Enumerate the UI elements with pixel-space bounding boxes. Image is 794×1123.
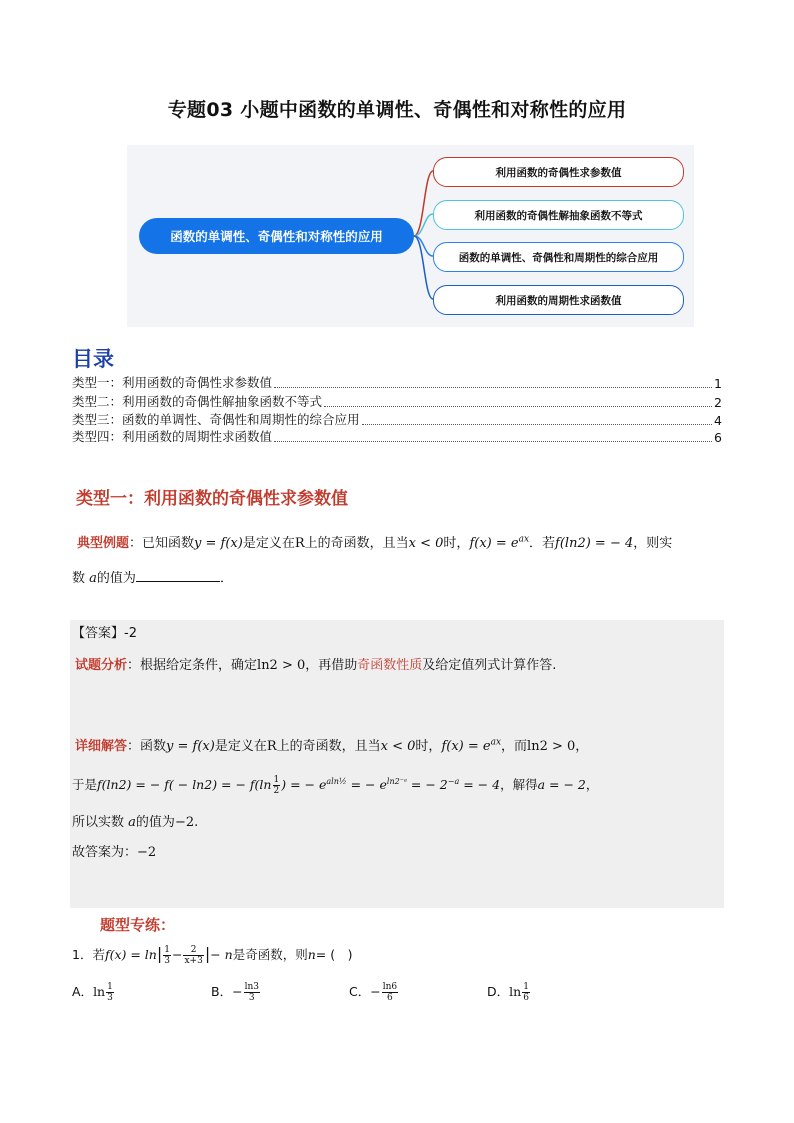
math: = − e (346, 777, 387, 792)
math: x < 0 (380, 739, 416, 754)
practice-heading: 题型专练： (100, 916, 176, 934)
toc-entry-page: 6 (714, 430, 722, 445)
detail-label: 详细解答 (75, 739, 128, 754)
math: f(x) = e (469, 536, 519, 551)
detail-line-4 (72, 841, 156, 860)
text: 于是 (72, 777, 98, 792)
option-prefix: − (370, 984, 381, 999)
math: y = f(x) (166, 739, 215, 754)
math: = − 4 (459, 777, 501, 792)
toc-leader (362, 424, 713, 425)
math: −2 (174, 815, 195, 830)
toc-leader (274, 441, 712, 442)
math: R (266, 739, 277, 754)
detail-line-1 (75, 735, 588, 754)
text: 的值为 (135, 815, 175, 830)
text: ， (575, 739, 589, 754)
answer-blank[interactable] (136, 569, 220, 582)
text: . (194, 815, 199, 830)
option-d[interactable] (487, 982, 531, 1003)
toc-entry-page: 2 (714, 395, 722, 410)
math-sup: ln2⁻ᵃ (386, 776, 407, 786)
toc-entry-page: 1 (714, 376, 722, 391)
toc-entry-label: 类型四：利用函数的周期性求函数值 (72, 429, 273, 444)
example-label: 典型例题 (77, 536, 130, 551)
text: 时， (415, 739, 442, 754)
math-sup: −a (447, 776, 460, 786)
mindmap-branch-1: 利用函数的奇偶性求参数值 (433, 157, 684, 187)
option-prefix: ln (509, 984, 522, 999)
math: n (307, 947, 316, 962)
option-a[interactable] (72, 982, 115, 1003)
text: 是定义在 (242, 536, 295, 551)
option-key: B． (211, 984, 233, 999)
toc-entry-label: 类型二：利用函数的奇偶性解抽象函数不等式 (72, 394, 323, 409)
toc-entry-label: 类型三：函数的单调性、奇偶性和周期性的综合应用 (72, 412, 360, 427)
example-line-1 (77, 532, 672, 551)
keyword: 奇函数性质 (357, 658, 423, 673)
option-key: C． (349, 984, 371, 999)
detail-line-2 (72, 775, 598, 796)
toc-entry-4[interactable] (72, 430, 722, 445)
option-b[interactable] (211, 982, 261, 1003)
text: ：根据给定条件，确定 (127, 658, 258, 673)
toc-entry-page: 4 (714, 413, 722, 428)
fraction: $\frac{1}{6}$ (523, 982, 529, 1003)
mindmap-central-node: 函数的单调性、奇偶性和对称性的应用 (139, 218, 414, 254)
toc-entry-2[interactable] (72, 395, 722, 410)
text: ， (585, 777, 599, 792)
math: y = f(x) (194, 536, 243, 551)
toc-entry-label: 类型一：利用函数的奇偶性求参数值 (72, 375, 273, 390)
math: f(ln2) = − 4 (555, 536, 634, 551)
math: R (294, 536, 305, 551)
text: ． (219, 571, 233, 586)
option-prefix: ln (93, 984, 106, 999)
text: 所以实数 (72, 815, 125, 830)
text: 的值为 (96, 571, 136, 586)
example-line-2 (72, 567, 233, 586)
fraction: $\frac{1}{3}$ (107, 982, 113, 1003)
option-key: A． (72, 984, 94, 999)
text: ，再借助 (305, 658, 358, 673)
text: ，则实 (633, 536, 673, 551)
math: f(x) = e (441, 739, 491, 754)
option-key: D． (487, 984, 510, 999)
text: 数 (72, 571, 86, 586)
analysis-label: 试题分析 (75, 658, 128, 673)
math: = − 2 (406, 777, 448, 792)
math: ln2 > 0 (527, 739, 576, 754)
text: 故答案为： (72, 845, 138, 860)
math: a = − 2 (537, 777, 586, 792)
mindmap-branch-3: 函数的单调性、奇偶性和周期性的综合应用 (433, 242, 684, 272)
math: − n (210, 947, 233, 962)
toc-entry-1[interactable] (72, 376, 722, 391)
text: 及给定值列式计算作答. (422, 658, 557, 673)
answer-line: 【答案】-2 (72, 626, 137, 641)
math: ln2 > 0 (257, 658, 306, 673)
text: ：已知函数 (129, 536, 195, 551)
math: a (128, 815, 136, 830)
math: f(x) = ln (104, 947, 157, 962)
mindmap-branch-2: 利用函数的奇偶性解抽象函数不等式 (433, 200, 684, 230)
math-sup: ax (490, 737, 502, 748)
math: x < 0 (408, 536, 444, 551)
text: ，而 (501, 739, 528, 754)
text: ，解得 (500, 777, 538, 792)
toc-leader (274, 387, 712, 388)
math: ) = − e (281, 777, 327, 792)
text: ：函数 (127, 739, 167, 754)
toc-entry-3[interactable] (72, 413, 722, 428)
mindmap-branch-4: 利用函数的周期性求函数值 (433, 285, 684, 315)
question-1: 1．若f(x) = ln| $\frac{1}{3}$ − $\frac{2}{x+3}$ |− n是奇函数，则n= ( ) (72, 944, 353, 966)
option-c[interactable] (349, 982, 399, 1003)
math: f(ln2) = − f( − ln2) = − f(ln (97, 777, 272, 792)
toc-leader (324, 406, 712, 407)
fraction: $\frac{1}{3}$ (164, 945, 170, 966)
fraction: $\frac{\ln 6}{6}$ (382, 982, 398, 1003)
math-sup: aln½ (326, 776, 347, 786)
fraction: $\frac{\ln 3}{3}$ (244, 982, 259, 1003)
text: 上的奇函数，且当 (276, 739, 381, 754)
section-heading: 类型一：利用函数的奇偶性求参数值 (76, 489, 348, 509)
toc-heading: 目录 (72, 347, 114, 371)
math: −2 (137, 845, 157, 860)
math-sup: ax (518, 534, 530, 545)
text: 是定义在 (214, 739, 267, 754)
text: 时， (443, 536, 470, 551)
text: ．若 (529, 536, 556, 551)
text: = ( ) (315, 947, 353, 962)
detail-line-3 (72, 811, 198, 830)
fraction: $\frac{1}{2}$ (273, 775, 280, 796)
analysis-line (75, 654, 556, 673)
text: 上的奇函数，且当 (304, 536, 409, 551)
page-title: 专题03 小题中函数的单调性、奇偶性和对称性的应用 (167, 99, 627, 121)
text: 是奇函数，则 (232, 947, 308, 962)
question-number: 1．若 (72, 947, 105, 962)
math: a (89, 571, 97, 586)
fraction: $\frac{2}{x+3}$ (184, 945, 203, 966)
option-prefix: − (232, 984, 243, 999)
